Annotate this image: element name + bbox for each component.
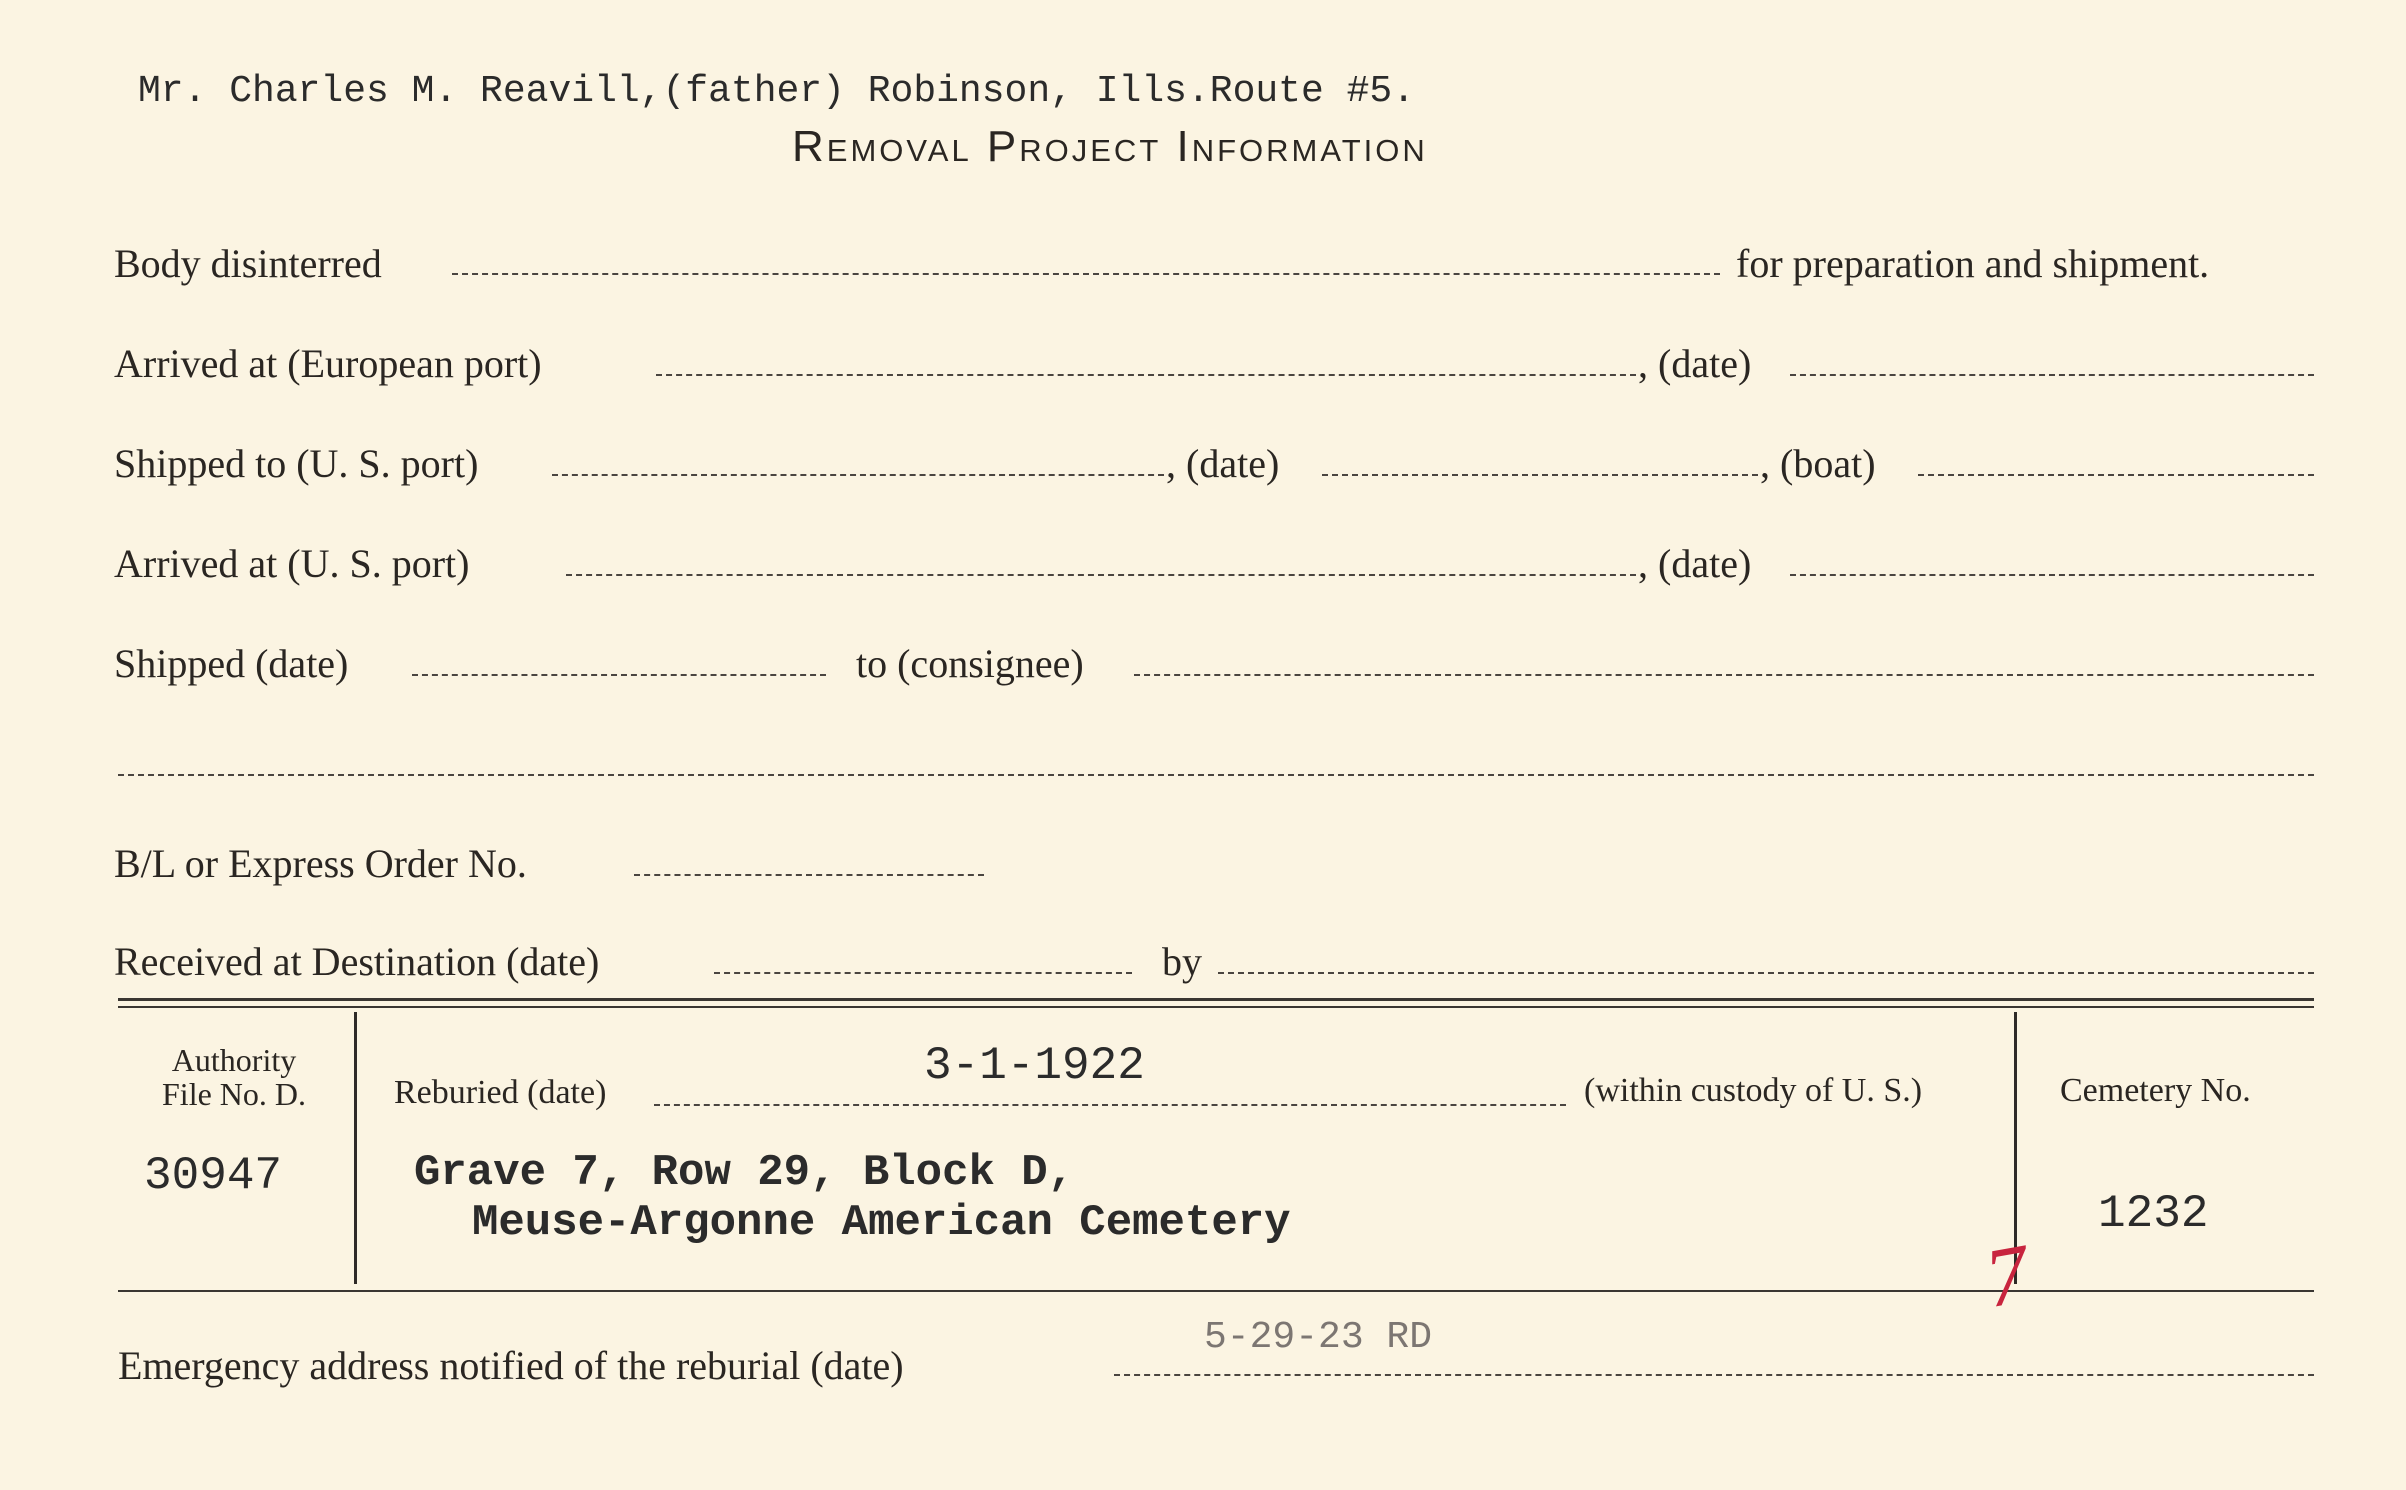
card-title: Removal Project Information xyxy=(792,122,1428,171)
blank-received-by xyxy=(1218,972,2314,974)
blank-date-2 xyxy=(1322,474,1758,476)
label-emergency-address: Emergency address notified of the reburial (date) xyxy=(118,1343,904,1388)
label-date-2: , (date) xyxy=(1166,441,1280,486)
blank-bl-order xyxy=(634,874,984,876)
label-date-3: , (date) xyxy=(1638,541,1752,586)
label-reburied-date: Reburied (date) xyxy=(394,1074,607,1111)
file-number: 30947 xyxy=(144,1150,283,1202)
blank-reburied-date xyxy=(654,1104,1566,1106)
typed-addressee: Mr. Charles M. Reavill,(father) Robinson, Ills.Route #5. xyxy=(138,70,1416,113)
grave-location: Grave 7, Row 29, Block D, xyxy=(414,1148,1075,1198)
label-authority: Authority xyxy=(171,1042,297,1078)
label-boat: , (boat) xyxy=(1760,441,1876,486)
label-arrived-us-port: Arrived at (U. S. port) xyxy=(114,541,470,586)
label-shipped-date: Shipped (date) xyxy=(114,641,349,686)
cemetery-name: Meuse-Argonne American Cemetery xyxy=(472,1198,1291,1248)
label-preparation-shipment: for preparation and shipment. xyxy=(1736,241,2210,286)
table-bottom-rule xyxy=(118,1290,2314,1292)
label-received-destination: Received at Destination (date) xyxy=(114,939,600,984)
label-shipped-us-port: Shipped to (U. S. port) xyxy=(114,441,479,486)
blank-shipped-date xyxy=(412,674,826,676)
cemetery-number: 1232 xyxy=(2098,1188,2209,1240)
label-custody: (within custody of U. S.) xyxy=(1584,1072,1923,1109)
label-bl-express-order: B/L or Express Order No. xyxy=(114,841,527,886)
reburied-date: 3-1-1922 xyxy=(924,1040,1145,1092)
table-top-rule xyxy=(118,998,2314,1001)
blank-arrived-us-port xyxy=(566,574,1636,576)
blank-boat xyxy=(1918,474,2314,476)
label-body-disinterred: Body disinterred xyxy=(114,241,382,286)
blank-date-3 xyxy=(1790,574,2314,576)
emergency-date: 5-29-23 RD xyxy=(1204,1316,1433,1359)
blank-emergency-date xyxy=(1114,1374,2314,1376)
blank-body-disinterred xyxy=(452,273,1720,275)
blank-received-date xyxy=(714,972,1132,974)
blank-us-port xyxy=(552,474,1164,476)
label-arrived-european-port: Arrived at (European port) xyxy=(114,341,542,386)
red-pencil-mark: 7 xyxy=(1978,1227,2036,1326)
label-file-no: File No. D. xyxy=(162,1076,306,1112)
blank-date-1 xyxy=(1790,374,2314,376)
blank-consignee-continued xyxy=(118,774,2314,776)
label-cemetery-no: Cemetery No. xyxy=(2060,1072,2251,1109)
blank-consignee xyxy=(1134,674,2314,676)
label-by: by xyxy=(1162,939,1202,984)
blank-european-port xyxy=(656,374,1636,376)
label-date-1: , (date) xyxy=(1638,341,1752,386)
table-top-rule-inner xyxy=(118,1006,2314,1008)
table-divider-left xyxy=(354,1012,357,1284)
label-to-consignee: to (consignee) xyxy=(856,641,1084,686)
